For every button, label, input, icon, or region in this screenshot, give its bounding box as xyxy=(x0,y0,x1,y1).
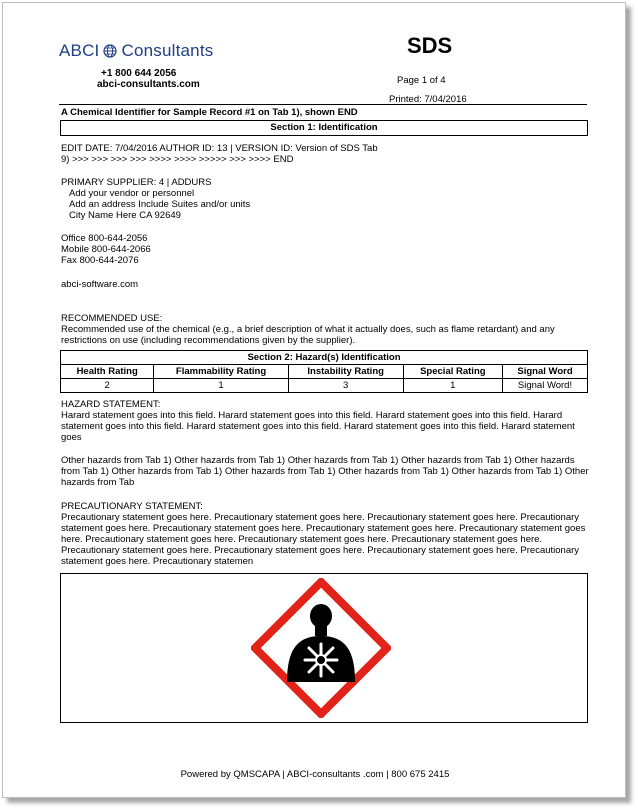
fax-number: Fax 800-644-2076 xyxy=(61,255,139,266)
table-row xyxy=(61,379,588,393)
page-info: Page 1 of 4 xyxy=(397,75,446,86)
office-phone: Office 800-644-2056 xyxy=(61,233,148,244)
column-header: Special Rating xyxy=(403,365,502,379)
recommended-use-text: Recommended use of the chemical (e.g., a brief description of what it actually does, such as flame retardant) and any restrictions on use (including recommendations given by the supplier). xyxy=(61,324,555,346)
column-header: Instability Rating xyxy=(288,365,403,379)
column-header: Signal Word xyxy=(503,365,588,379)
supplier-line-3: City Name Here CA 92649 xyxy=(69,210,181,221)
logo-right-text: Consultants xyxy=(121,41,214,60)
recommended-use-label: RECOMMENDED USE: xyxy=(61,313,163,324)
company-logo xyxy=(59,41,213,61)
pictogram-box xyxy=(60,573,588,723)
supplier-line-1: Add your vendor or personnel xyxy=(69,188,195,199)
company-website: abci-consultants.com xyxy=(97,79,200,90)
sds-page xyxy=(2,2,626,798)
column-header: Health Rating xyxy=(61,365,154,379)
flammability-rating-value: 1 xyxy=(154,379,288,393)
signal-word-value: Signal Word! xyxy=(503,379,588,393)
supplier-label: PRIMARY SUPPLIER: 4 | ADDURS xyxy=(61,177,212,188)
table-header-row xyxy=(61,365,588,379)
globe-icon xyxy=(103,44,117,58)
health-hazard-icon xyxy=(251,578,391,718)
printed-date: Printed: 7/04/2016 xyxy=(389,94,467,105)
section2-heading: Section 2: Hazard(s) Identification xyxy=(61,351,588,365)
supplier-line-2: Add an address Include Suites and/or units xyxy=(69,199,251,210)
header-divider xyxy=(59,104,587,105)
hazard-statement-text: Harard statement goes into this field. Harard statement goes into this field. Harard statement goes into this field. Harard statement goes into this field. Harard statement goes into this field. Harard statement goes into this field. Harard statement goes xyxy=(61,410,575,443)
health-rating-value: 2 xyxy=(61,379,154,393)
document-title: SDS xyxy=(407,33,453,58)
page-footer: Powered by QMSCAPA | ABCI-consultants .com | 800 675 2415 xyxy=(180,769,450,780)
hazard-statement-label: HAZARD STATEMENT: xyxy=(61,399,161,410)
edit-line-1: EDIT DATE: 7/04/2016 AUTHOR ID: 13 | VERSION ID: Version of SDS Tab xyxy=(61,143,378,154)
mobile-phone: Mobile 800-644-2066 xyxy=(61,244,151,255)
logo-left-text: ABCI xyxy=(59,41,100,60)
edit-line-2: 9) >>> >>> >>> >>> >>>> >>>> >>>>> >>> >>>> END xyxy=(61,154,294,165)
other-hazards-text: Other hazards from Tab 1) Other hazards from Tab 1) Other hazards from Tab 1) Other hazards from Tab 1) Other hazards from Tab 1) Other hazards from Tab 1) Other hazards from Tab 1) Other hazards from Tab 1) Other hazards from Tab 1) Other hazards from Tab xyxy=(61,455,589,488)
instability-rating-value: 3 xyxy=(288,379,403,393)
chemical-identifier: A Chemical Identifier for Sample Record #1 on Tab 1), shown END xyxy=(61,107,358,118)
section1-heading: Section 1: Identification xyxy=(60,120,588,136)
hazard-rating-table xyxy=(60,350,588,393)
precautionary-statement-text: Precautionary statement goes here. Precautionary statement goes here. Precautionary statement goes here. Precautionary statement goes here. Precautionary statement goes here. Precautionary statement goes here. Precautionary statement goes here. Precautionary statement goes here. Precautionary statement goes here. Precautionary statement goes here. Precautionary statement goes here. Precautionary statement goes here. Precautionary statement goes here. Precautionary statement goes here. Precautionary statemen xyxy=(61,512,586,567)
company-phone: +1 800 644 2056 xyxy=(101,68,177,79)
column-header: Flammability Rating xyxy=(154,365,288,379)
special-rating-value: 1 xyxy=(403,379,502,393)
supplier-website: abci-software.com xyxy=(61,279,139,290)
precautionary-statement-label: PRECAUTIONARY STATEMENT: xyxy=(61,501,203,512)
